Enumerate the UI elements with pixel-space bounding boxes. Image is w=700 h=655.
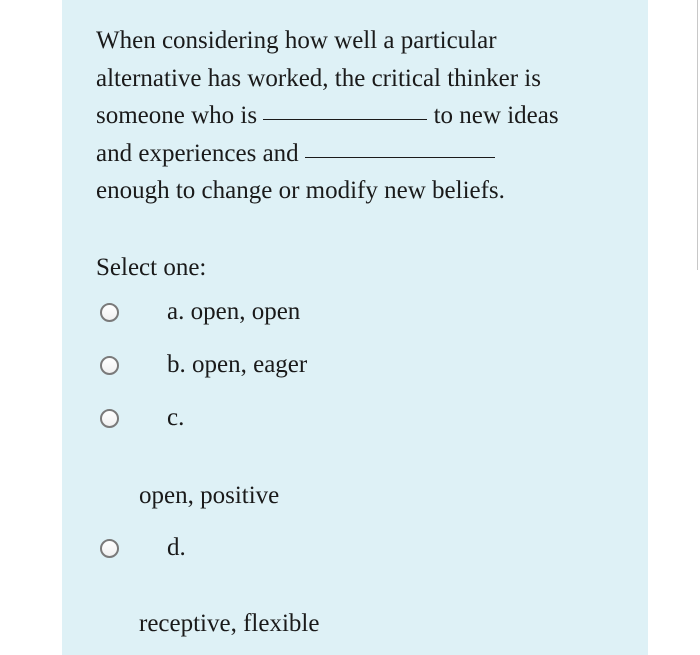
option-c-label[interactable]: c. xyxy=(167,404,185,431)
question-line-3 xyxy=(96,97,616,135)
option-d-label[interactable]: d. xyxy=(167,534,186,561)
option-a-label[interactable]: a. open, open xyxy=(167,298,301,325)
question-line-3-start: someone who is xyxy=(96,102,264,129)
option-b[interactable] xyxy=(100,349,307,381)
radio-button-a[interactable] xyxy=(100,303,119,322)
question-line-5: enough to change or modify new beliefs. xyxy=(96,177,505,204)
option-c-text[interactable]: open, positive xyxy=(139,482,280,509)
answer-blank-1 xyxy=(263,119,427,120)
question-line-2: alternative has worked, the critical thinker is xyxy=(96,64,541,92)
question-line-4-start: and experiences and xyxy=(96,139,305,167)
question-text xyxy=(96,22,616,210)
answer-blank-2 xyxy=(305,157,495,158)
question-line-4 xyxy=(96,135,616,173)
option-c[interactable] xyxy=(100,402,184,434)
option-a[interactable] xyxy=(100,296,300,328)
scrollbar-track[interactable] xyxy=(697,0,698,270)
option-d[interactable] xyxy=(100,532,186,564)
radio-button-d[interactable] xyxy=(100,539,119,558)
option-b-label[interactable]: b. open, eager xyxy=(167,351,308,378)
option-d-text[interactable]: receptive, flexible xyxy=(139,610,320,637)
question-line-3-end: to new ideas xyxy=(427,102,559,129)
radio-button-b[interactable] xyxy=(100,356,119,375)
select-one-label: Select one: xyxy=(96,254,207,281)
radio-button-c[interactable] xyxy=(100,409,119,428)
question-line-1: When considering how well a particular xyxy=(96,27,497,54)
